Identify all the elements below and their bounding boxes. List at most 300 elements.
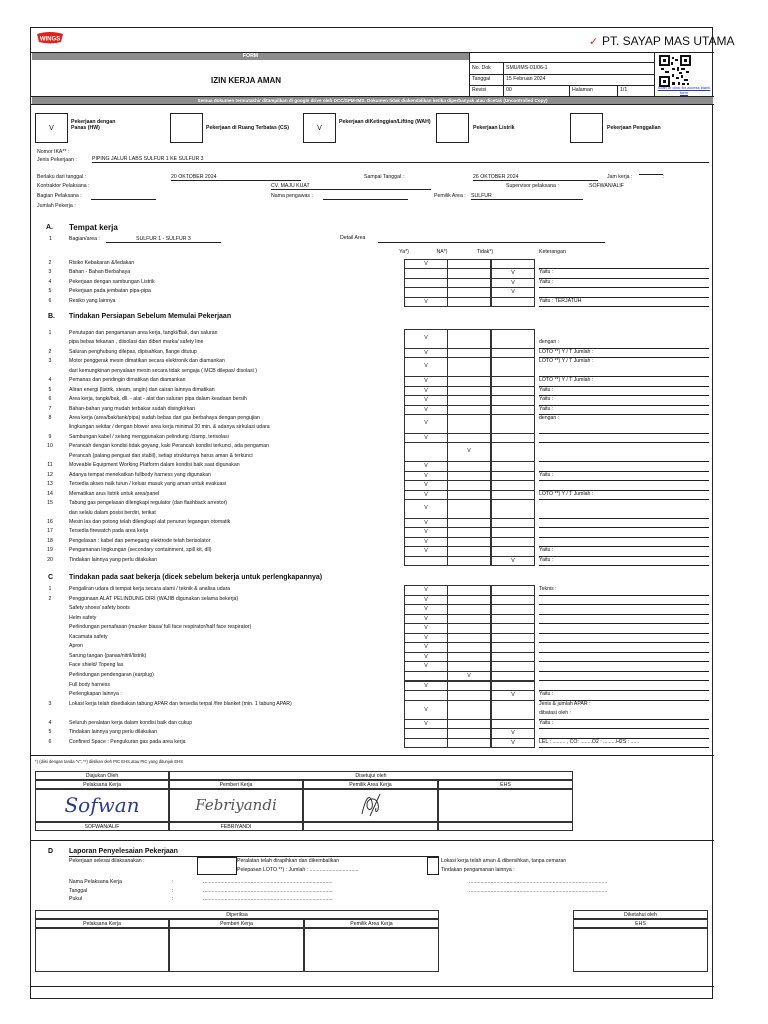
bagian-area-field[interactable]: SULFUR 1 - SULFUR 3 [106, 236, 221, 243]
section-a-check-ya[interactable] [404, 297, 448, 307]
section-a-row1-no: 1 [49, 236, 52, 242]
section-b-row [31, 527, 714, 536]
section-c-row-no: 1 [48, 586, 52, 592]
section-b-row [31, 329, 714, 348]
section-c-row-underline [539, 747, 709, 748]
work-type-check-hw[interactable]: V [35, 113, 68, 143]
section-b-row [31, 461, 714, 470]
section-b-row-no: 14 [47, 490, 53, 497]
work-type-check-listrik[interactable] [436, 113, 469, 143]
section-b-letter: B. [48, 313, 55, 320]
section-b-check-mark: V [467, 448, 471, 455]
section-b-row [31, 433, 714, 442]
sampai-field[interactable]: 26 OKTOBER 2024 [473, 174, 598, 181]
section-b-row-keterangan: Yaitu : [539, 471, 554, 478]
section-b-row-keterangan: Yaitu : [539, 396, 554, 403]
section-b-check-ya[interactable] [404, 414, 448, 434]
section-c-row [31, 700, 714, 719]
berlaku-field[interactable]: 20 OKTOBER 2024 [171, 174, 301, 181]
section-c-row-no: 2 [48, 595, 52, 602]
revisi-label: Revisi [472, 87, 487, 93]
section-c-row [31, 661, 714, 671]
section-b-check-tidak[interactable] [491, 414, 535, 434]
signature-pemilik[interactable] [303, 789, 438, 822]
section-b-row-text: Tersedia akses naik turun / keluar masuk yang aman untuk evakuasi [69, 481, 227, 488]
tanggal-colon: : [172, 888, 174, 894]
section-b-row-text: Perancah dengan kondisi tidak goyang, kaki Perancah kondisi terkunci, ada pengaman [69, 443, 269, 450]
section-c-check-mark: V [424, 720, 428, 727]
nama-pelaksana-field[interactable]: .......................................................................................... [203, 879, 333, 885]
section-c-row-text: Kacamata safety [69, 633, 108, 640]
section-b-row-keterangan: LOTO **) Y / T Jumlah : [539, 358, 594, 365]
section-b-row-text: Adanya tempat menekatkan fullbody harness yang digunakan [69, 471, 211, 478]
section-b-row-keterangan: dengan : [539, 415, 560, 422]
section-c-check-mark: V [467, 672, 471, 679]
halaman-label: Halaman [572, 87, 593, 93]
section-c-row-text: Pengaliran udara di tempat kerja secara alami / teknik & analisa udara [69, 586, 231, 592]
name-pemberi: FEBRIYANDI [169, 822, 303, 831]
section-b-row [31, 556, 714, 565]
section-b-row-no: 2 [48, 348, 52, 355]
section-a-row-text: Pekerjaan pada jembatan pipa-pipa [69, 288, 151, 295]
section-c-check-mark: V [424, 587, 428, 593]
section-c-row-text: Helm safety [69, 614, 97, 621]
section-a-row-no: 3 [48, 269, 52, 276]
approval-pemilik-header: Pemilik Area Kerja [303, 780, 438, 789]
section-a-check-mark: V [424, 261, 428, 267]
section-c-row [31, 614, 714, 624]
section-b-check-mark: V [424, 463, 428, 470]
section-c-row [31, 623, 714, 633]
work-type-check-galian[interactable] [570, 113, 603, 143]
supervisor-label: Supervisor pelaksana : [506, 183, 559, 189]
jumlah-pekerja-label: Jumlah Pekerja : [37, 203, 76, 209]
section-b-row-no: 7 [48, 405, 52, 412]
section-b-check-tidak[interactable] [491, 357, 535, 377]
section-a-letter: A. [46, 224, 53, 231]
section-c-row [31, 642, 714, 652]
section-b-row [31, 480, 714, 489]
pemilik-area-field[interactable]: SULFUR [471, 193, 583, 200]
no-dok-value: SMU/IMS-01/06-1 [506, 65, 548, 71]
section-b-row [31, 348, 714, 357]
section-a-row-no: 4 [48, 278, 52, 285]
tindakan-lain-label: Tindakan pengamanan lainnya : [441, 867, 515, 873]
section-b-row-text2: lingkungan sekitar / dengan blower area kerja minimal 30 min. & adanya sirkulasi udara [69, 424, 270, 431]
section-b-row-no: 1 [48, 330, 52, 336]
section-b-check-na[interactable] [447, 357, 491, 377]
col-ya-header: Ya*) [399, 249, 409, 255]
section-b-row-no: 19 [47, 547, 53, 554]
section-b-row-text: Bahan-bahan yang mudah terbakar sudah disingkirkan [69, 405, 196, 412]
section-a-row [31, 278, 714, 287]
pukul-field[interactable]: .......................................................................................... [203, 896, 333, 902]
section-b-check-mark: V [424, 505, 428, 512]
section-c-title: Tindakan pada saat bekerja (dicek sebelum bekerja untuk perlengkapannya) [69, 574, 323, 581]
detail-area-label: Detail Area [340, 235, 366, 241]
section-b-check-tidak[interactable] [491, 499, 535, 519]
name-ehs [438, 822, 573, 831]
diketahui-header: Diketahui oleh [573, 910, 708, 919]
kontraktor-field[interactable]: CV. MAJU KUAT [271, 183, 431, 190]
section-c-check-mark: V [511, 692, 515, 699]
wings-logo-text: WINGS [39, 36, 61, 43]
nama-colon: : [172, 879, 174, 885]
section-b-check-na[interactable] [447, 329, 491, 349]
signature-pelaksana[interactable]: Sofwan [35, 789, 169, 822]
section-c-row [31, 633, 714, 643]
lokasi-aman-label: Lokasi kerja telah aman & dibersihkan, tanpa cemaran [441, 858, 567, 864]
section-b-row-no: 12 [47, 471, 53, 478]
section-c-check-mark: V [424, 615, 428, 622]
section-b-row-keterangan: Yaitu : [539, 386, 554, 393]
section-a-check-mark: V [511, 270, 515, 277]
section-b-check-mark: V [424, 397, 428, 404]
section-a-row-underline [539, 306, 709, 307]
bottom-pelaksana-header: Pelaksana Kerja [35, 919, 169, 928]
section-b-row-keterangan: LOTO **) Y / T Jumlah : [539, 490, 594, 497]
section-c-row-text: Confined Space : Pengukuran gas pada area kerja [69, 738, 186, 745]
section-b-check-na[interactable] [447, 442, 491, 462]
section-c-row-text: Face shield/ Topeng las [69, 662, 124, 669]
section-c-row-text: Penggunaan ALAT PELINDUNG DIRI (WAJIB digunakan selama bekerja) [69, 595, 239, 602]
section-c-row [31, 690, 714, 700]
section-a-row-keterangan: Yaitu : [539, 278, 554, 285]
work-type-cs-label: Pekerjaan di Ruang Terbatas (CS) [206, 125, 289, 131]
footnote: *) (diisi dengan tanda "v"; **) diisikan oleh PIC EHS atau PIC yang ditunjuk EHS [35, 759, 183, 764]
company-logo-icon: ✓ [589, 36, 599, 48]
section-a-row-no: 5 [48, 288, 52, 295]
section-c-check-na[interactable] [447, 738, 491, 749]
section-b-row [31, 414, 714, 433]
section-b-row-no: 8 [48, 415, 52, 422]
section-b-row [31, 546, 714, 555]
section-b-row-keterangan: Yaitu : [539, 556, 554, 563]
work-type-galian-label: Pekerjaan Penggalian [607, 125, 661, 131]
section-b-check-mark: V [424, 378, 428, 385]
section-b-row-text: Tersedia firewatch pada area kerja [69, 528, 149, 535]
berlaku-label: Berlaku dari tanggal : [37, 174, 87, 180]
section-b-row-text: Tabung gas pengelasan dilengkapi regulator (dan flashback arrestor) [69, 500, 228, 507]
selesai-label: Pekerjaan selesai dilaksanakan : [69, 858, 145, 864]
section-b-row-text: Motor penggerak mesin dimatikan secara elektronik dan diamankan [69, 358, 225, 365]
section-a-row-no: 2 [48, 260, 52, 266]
section-a-check-na[interactable] [447, 297, 491, 307]
section-d-letter: D [48, 848, 54, 855]
signature-pemberi[interactable]: Febriyandi [169, 789, 303, 822]
bottom-pemberi-header: Pemberi Kerja [169, 919, 304, 928]
section-b-check-mark: V [424, 482, 428, 489]
section-c-row [31, 595, 714, 605]
section-b-row-text2: dan selalu dalam posisi berdiri, terikat [69, 509, 156, 516]
section-b-row-text: Pemanas dan pendingin dimatikan dan diamankan [69, 377, 186, 384]
section-c-row [31, 728, 714, 738]
section-c-row-text: Lokasi kerja telah disediakan tabung APAR dan tersedia terpal /fire blanket (min. 1 tabung APAR) [69, 700, 292, 707]
section-b-row-underline [539, 565, 709, 566]
bagian-area-label: Bagian/area : [69, 236, 100, 242]
section-c-row-no: 3 [48, 700, 52, 707]
section-b-check-ya[interactable] [404, 442, 448, 462]
work-type-check-cs[interactable] [170, 113, 203, 143]
jam-kerja-start[interactable] [639, 174, 663, 175]
kontraktor-label: Kontraktor Pelaksana : [37, 183, 90, 189]
section-c-check-mark: V [424, 706, 428, 713]
section-b-row-no: 15 [47, 500, 53, 507]
section-c-row-text: Sarung tangan (panas/nitril/listrik) [69, 652, 147, 659]
section-c-row-keterangan: Teknis : [539, 586, 557, 592]
section-c-check-tidak[interactable] [491, 700, 535, 720]
section-c-row-text: Perlengkapan lainnya : [69, 691, 122, 698]
bottom-sign-pemilik[interactable] [304, 928, 439, 972]
bottom-sign-ehs[interactable] [573, 928, 708, 972]
section-a-row-keterangan: Yaitu : [539, 269, 554, 276]
section-b-row-text: Mesin las dan potong telah dilengkapi alat penurun tegangan otomatik [69, 519, 231, 525]
section-b-check-ya[interactable] [404, 556, 448, 566]
disetujui-header: Disetujui oleh [169, 771, 573, 780]
form-band: FORM [32, 53, 469, 60]
section-c-row-text: Seluruh peralatan kerja dalam kondisi baik dan cukup [69, 719, 193, 726]
name-pemilik [303, 822, 438, 831]
section-a-row-text: Bahan - Bahan Berbahaya [69, 269, 131, 276]
section-c-check-na[interactable] [447, 700, 491, 720]
section-c-row-keterangan: Yaitu : [539, 719, 554, 726]
section-b-check-mark: V [424, 520, 428, 526]
tanggal-label: Tanggal [472, 76, 491, 82]
section-c-row-text: Tindakan lainnya yang perlu dilakukan [69, 729, 158, 736]
section-b-check-ya[interactable] [404, 329, 448, 349]
section-b-row-no: 9 [48, 433, 52, 440]
section-b-row-no: 17 [47, 528, 53, 535]
section-b-row-no: 11 [47, 462, 53, 469]
section-b-row-no: 20 [47, 556, 53, 563]
section-b-row-keterangan2: dengan : [539, 339, 560, 346]
section-b-row [31, 405, 714, 414]
nomor-ika-label: Nomor IKA** : [37, 149, 70, 155]
sampai-label: Sampai Tanggal : [364, 174, 404, 180]
section-c-row-text: Apron [69, 643, 83, 650]
section-a-check-mark: V [511, 289, 515, 296]
section-b-check-mark: V [424, 434, 428, 441]
section-a-row-no: 6 [48, 297, 52, 304]
tanggal-d-label: Tanggal [69, 888, 88, 894]
tanggal-d-field[interactable]: .......................................................................................... [203, 888, 333, 894]
section-b-check-mark: V [424, 420, 428, 427]
section-c-row-no: 5 [48, 729, 52, 736]
section-c-row [31, 719, 714, 729]
section-b-row-no: 16 [47, 519, 53, 525]
section-b-check-mark: V [424, 472, 428, 479]
section-c-check-mark: V [424, 596, 428, 603]
bottom-sign-pelaksana[interactable] [35, 928, 169, 972]
section-a-row-text: Resiko yang lainnya [69, 297, 116, 304]
section-b-row-text: Area kerja (area/bak/tank/pipa) sudah bebas dari gas berbahaya dengan pengujian [69, 415, 260, 422]
wings-logo-mark [35, 31, 65, 45]
section-b-check-mark: V [424, 491, 428, 498]
uncontrolled-notice: Semua dokumen termutakhir ditampilkan di google drive oleh DCC/SPM-IMS. Dokumen tidak diakendalikan ketika diperbanyak atau dicetak (Uncontrolled Copy) [32, 97, 713, 104]
section-b-check-na[interactable] [447, 556, 491, 566]
bottom-pemilik-header: Pemilik Area Kerja [304, 919, 439, 928]
section-c-check-mark: V [424, 634, 428, 641]
section-c-check-ya[interactable] [404, 700, 448, 720]
wings-logo [35, 31, 65, 45]
section-c-row-no: 6 [48, 738, 52, 745]
jam-kerja-label: Jam kerja : [607, 174, 633, 180]
halaman-value: 1/1 [620, 87, 628, 93]
signature-scribble [304, 790, 437, 821]
section-b-check-mark: V [424, 538, 428, 545]
section-c-row [31, 585, 714, 595]
section-a-row [31, 268, 714, 277]
section-b-row-keterangan: Yaitu : [539, 547, 554, 554]
section-b-row-text: Tindakan lainnya yang perlu dilakukan [69, 556, 158, 563]
work-type-check-wah[interactable]: V [303, 113, 336, 143]
section-b-row-text: Saluran penghubung dilepas, dipisahkan, flange ditutup [69, 348, 197, 355]
section-b-check-tidak[interactable] [491, 442, 535, 462]
selesai-checkbox-1[interactable] [197, 857, 237, 875]
section-c-check-mark: V [424, 644, 428, 651]
section-b-row [31, 395, 714, 404]
nama-pelaksana-label: Nama Pelaksana Kerja [69, 879, 123, 885]
bagian-field[interactable] [91, 199, 156, 200]
section-c-row-keterangan: Jenis & jumlah APAR : [539, 700, 591, 707]
section-c-row [31, 738, 714, 748]
section-c-row-no: 4 [48, 719, 52, 726]
section-a-row [31, 259, 714, 268]
section-b-row-text: Mematikan arus listrik untuk area/panel [69, 490, 160, 497]
tanggal-value: 15 Februari 2024 [506, 76, 546, 82]
col-na-header: NA*) [436, 249, 448, 255]
doc-title: IZIN KERJA AMAN [211, 76, 282, 85]
section-c-check-mark: V [511, 730, 515, 737]
section-b-row [31, 518, 714, 527]
section-b-check-mark: V [424, 387, 428, 394]
section-b-row-no: 4 [48, 377, 52, 384]
section-b-check-mark: V [424, 529, 428, 536]
diperiksa-header: Diperiksa [35, 910, 439, 919]
selesai-checkbox-2[interactable] [427, 857, 439, 875]
jam-kerja-sep: : [663, 174, 665, 180]
section-b-row-no: 10 [47, 443, 53, 450]
section-b-row [31, 357, 714, 376]
section-b-row [31, 442, 714, 461]
section-c-check-mark: V [424, 682, 428, 689]
section-c-row-text: Perlindungan pernafasan (masker biasa/ full face respirator/half face respirator) [69, 624, 252, 631]
section-b-check-mark: V [424, 335, 428, 341]
section-c-check-mark: V [424, 663, 428, 670]
name-pelaksana: SOFWAN/ALIF [35, 822, 169, 831]
section-b-check-na[interactable] [447, 499, 491, 519]
signature-ehs[interactable] [438, 789, 573, 822]
section-c-row-keterangan: LEL : ......... , CO: ........O2 : .........H2S : ...... [539, 738, 640, 745]
section-b-check-mark: V [511, 557, 515, 564]
section-c-row-text: Full body harness [69, 681, 110, 688]
section-b-row [31, 537, 714, 546]
section-b-check-tidak[interactable] [491, 556, 535, 566]
jenis-pekerjaan-label: Jenis Pekerjaan : [37, 157, 77, 163]
jenis-pekerjaan-field[interactable]: PIPING JALUR LABS SULFUR 1 KE SULFUR 3 [92, 156, 709, 163]
qr-code-icon[interactable] [659, 55, 691, 87]
section-b-row-text2: Perancah (palang penguat dan stabil), setiap strukturnya harus aman & terkunci [69, 452, 253, 459]
section-b-row-text: Pengamanan lingkungan (secondary containment, spill kit, dll) [69, 547, 212, 554]
section-c-check-tidak[interactable] [491, 738, 535, 749]
approval-pelaksana-header: Pelaksana Kerja [35, 780, 169, 789]
section-c-row-text: Safety shoes/ safety boots [69, 605, 130, 612]
bottom-sign-pemberi[interactable] [169, 928, 304, 972]
section-c-row-text: Perlindungan pendengaran (earplug) [69, 671, 154, 678]
supervisor-value: SOFWAN/ALIF [589, 183, 624, 189]
section-b-row-text: Aliran energi (listrik, steam, angin) dan cairan lainnya dimatikan [69, 386, 215, 393]
diajukan-header: Diajukan Oleh [35, 771, 169, 780]
section-b-row-text2: pipa bebas tekanan , diisolasi dan diberi marka/ safety line [69, 339, 204, 346]
col-keterangan-header: Keterangan [539, 249, 566, 255]
section-b-check-ya[interactable] [404, 357, 448, 377]
section-a-row-text: Risiko Kebakaran &/ledakan [69, 260, 135, 266]
bagian-label: Bagian Pelaksana : [37, 193, 82, 199]
section-c-row [31, 671, 714, 681]
section-b-row-no: 6 [48, 396, 52, 403]
section-b-row-keterangan: LOTO **) Y / T Jumlah : [539, 348, 594, 355]
section-b-row-text2: dari kemungkinan penyalaan mesin secara tidak sengaja ( MCB dilepas/ disolasi ) [69, 367, 258, 374]
section-a-row-keterangan: Yaitu : TERJATUH [539, 297, 582, 304]
section-c-check-mark: V [511, 739, 515, 746]
section-b-row-no: 18 [47, 537, 53, 544]
company-name: PT. SAYAP MAS UTAMA [602, 34, 735, 48]
section-b-row [31, 471, 714, 480]
col-tidak-header: Tidak*) [476, 249, 494, 255]
pemilik-area-label: Pemilik Area : [434, 193, 466, 199]
section-a-check-mark: V [424, 298, 428, 305]
approval-pemberi-header: Pemberi Kerja [169, 780, 303, 789]
section-b-check-ya[interactable] [404, 499, 448, 519]
section-c-check-mark: V [424, 653, 428, 660]
nama-pengawas-label: Nama pengawas : [271, 193, 313, 199]
work-type-listrik-label: Pekerjaan Listrik [473, 125, 515, 131]
section-c-row [31, 681, 714, 691]
tindakan-field-2[interactable]: ................................................................................................ [469, 888, 608, 894]
permit-form [30, 27, 735, 999]
section-b-row-no: 3 [48, 358, 52, 365]
pukul-label: Pukul [69, 896, 82, 902]
section-b-check-mark: V [424, 406, 428, 413]
section-c-check-mark: V [424, 606, 428, 613]
section-b-row-keterangan: LOTO **) Y / T Jumlah : [539, 377, 594, 384]
peralatan-label: Peralatan telah dirapihkan dan dikembalikan [237, 858, 340, 864]
section-a-row [31, 287, 714, 296]
section-b-row-keterangan: Yaitu : [539, 405, 554, 412]
section-b-check-na[interactable] [447, 414, 491, 434]
section-b-row-text: Sambungan kabel / selang menggunakan pelindung /clamp, terisolasi [69, 433, 229, 440]
section-a-check-tidak[interactable] [491, 297, 535, 307]
section-b-check-mark: V [424, 548, 428, 555]
section-a-check-mark: V [511, 279, 515, 286]
section-c-check-mark: V [424, 625, 428, 632]
qr-caption-link[interactable]: Scan or click for access blank form [657, 85, 711, 95]
no-dok-label: No. Dok [472, 65, 491, 71]
section-b-row-text: Moveable Equipment Working Platform dalam kondisi baik saat digunakan [69, 462, 240, 469]
tindakan-field[interactable]: ................................................................................................ [469, 879, 608, 885]
section-c-check-ya[interactable] [404, 738, 448, 749]
section-b-row [31, 499, 714, 518]
section-c-row-keterangan2: dibatasi oleh : [539, 710, 572, 717]
bottom-ehs-header: EHS [573, 919, 708, 928]
section-b-row [31, 386, 714, 395]
nama-pengawas-field[interactable] [323, 199, 408, 200]
section-c-row [31, 604, 714, 614]
section-b-check-mark: V [424, 349, 428, 356]
section-b-check-tidak[interactable] [491, 329, 535, 349]
approval-ehs-header: EHS [438, 780, 573, 789]
section-b-title: Tindakan Persiapan Sebelum Memulai Pekerjaan [69, 313, 232, 320]
